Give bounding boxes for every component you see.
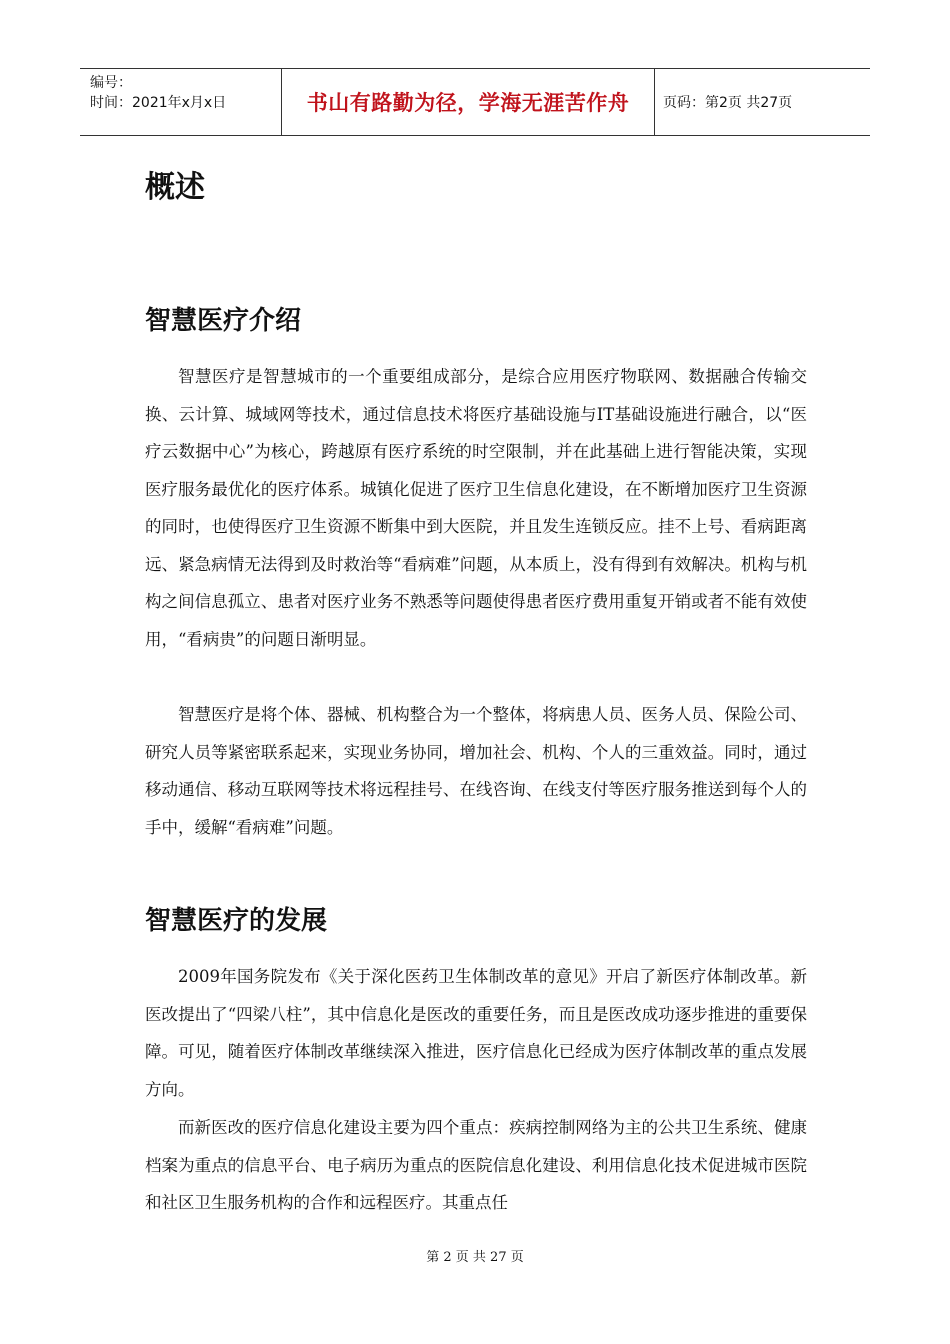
paragraph-intro-2: 智慧医疗是将个体、器械、机构整合为一个整体，将病患人员、医务人员、保险公司、研究人员等紧密联系起来，实现业务协同，增加社会、机构、个人的三重效益。同时，通过移动通信、移动互联网等技术将远程挂号、在线咨询、在线支付等医疗服务推送到每个人的手中，缓解“看病难”问题。 <box>145 705 807 837</box>
header-page-info: 页码：第2页 共27页 <box>663 95 793 111</box>
paragraph-development-2: 而新医改的医疗信息化建设主要为四个重点：疾病控制网络为主的公共卫生系统、健康档案为重点的信息平台、电子病历为重点的医院信息化建设、利用信息化技术促进城市医院和社区卫生服务机构的合作和远程医疗。其重点任 <box>145 1118 807 1212</box>
document-number-label: 编号： <box>90 75 132 91</box>
header-meta <box>80 69 282 135</box>
paragraph-intro-1: 智慧医疗是智慧城市的一个重要组成部分，是综合应用医疗物联网、数据融合传输交换、云计算、城域网等技术，通过信息技术将医疗基础设施与IT基础设施进行融合，以“医疗云数据中心”为核心，跨越原有医疗系统的时空限制，并在此基础上进行智能决策，实现医疗服务最优化的医疗体系。城镇化促进了医疗卫生信息化建设，在不断增加医疗卫生资源的同时，也使得医疗卫生资源不断集中到大医院，并且发生连锁反应。挂不上号、看病距离远、紧急病情无法得到及时救治等“看病难”问题，从本质上，没有得到有效解决。机构与机构之间信息孤立、患者对医疗业务不熟悉等问题使得患者医疗费用重复开销或者不能有效使用，“看病贵”的问题日渐明显。 <box>145 367 807 649</box>
page-title: 概述 <box>145 170 205 205</box>
paragraph-development-1: 2009年国务院发布《关于深化医药卫生体制改革的意见》开启了新医疗体制改革。新医改提出了“四梁八柱”，其中信息化是医改的重要任务，而且是医改成功逐步推进的重要保障。可见，随着医疗体制改革继续深入推进，医疗信息化已经成为医疗体制改革的重点发展方向。 <box>145 967 807 1099</box>
page-header <box>80 68 870 136</box>
section-heading-development: 智慧医疗的发展 <box>145 906 328 936</box>
page-footer: 第 2 页 共 27 页 <box>426 1250 524 1265</box>
document-date-label: 时间：2021年x月x日 <box>90 95 227 111</box>
section-heading-intro: 智慧医疗介绍 <box>145 306 302 336</box>
header-motto: 书山有路勤为径，学海无涯苦作舟 <box>282 69 655 135</box>
